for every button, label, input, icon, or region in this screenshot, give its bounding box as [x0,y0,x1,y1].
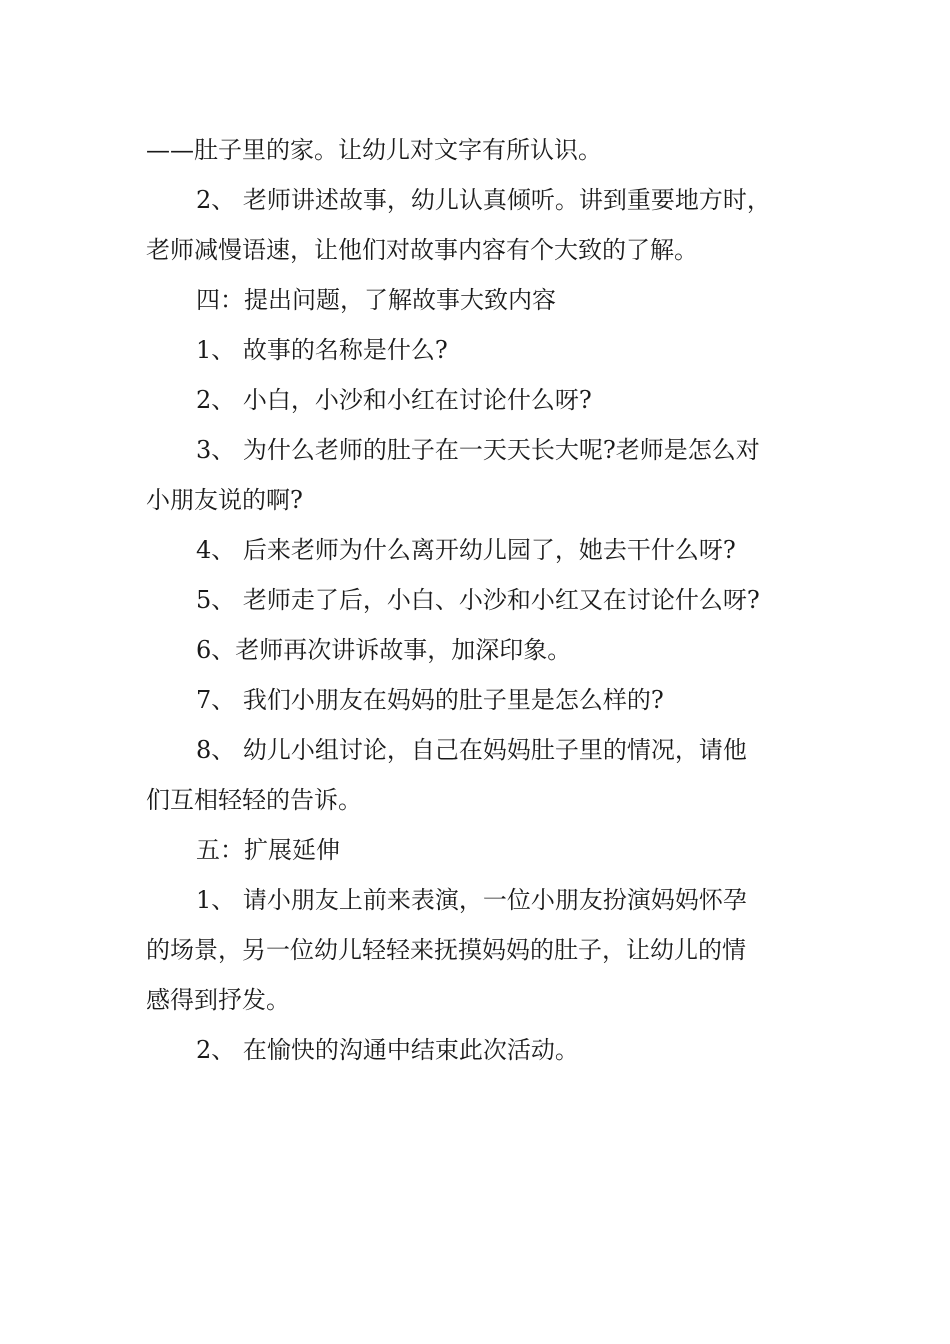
list-item: 8、 幼儿小组讨论，自己在妈妈肚子里的情况，请他 [196,736,747,764]
text-line: ——肚子里的家。让幼儿对文字有所认识。 [146,136,602,164]
list-item: 2、 在愉快的沟通中结束此次活动。 [196,1036,579,1064]
text-line: 们互相轻轻的告诉。 [146,786,362,814]
section-heading: 五：扩展延伸 [196,836,340,864]
list-item: 4、 后来老师为什么离开幼儿园了，她去干什么呀? [196,536,736,564]
section-heading: 四：提出问题，了解故事大致内容 [196,286,556,314]
text-line: 的场景，另一位幼儿轻轻来抚摸妈妈的肚子，让幼儿的情 [146,936,746,964]
list-item: 1、 故事的名称是什么? [196,336,448,364]
list-item: 5、 老师走了后，小白、小沙和小红又在讨论什么呀? [196,586,760,614]
text-line: 老师减慢语速，让他们对故事内容有个大致的了解。 [146,236,698,264]
text-line: 小朋友说的啊? [146,486,303,514]
list-item: 1、 请小朋友上前来表演，一位小朋友扮演妈妈怀孕 [196,886,747,914]
list-item: 7、 我们小朋友在妈妈的肚子里是怎么样的? [196,686,664,714]
list-item: 6、老师再次讲诉故事，加深印象。 [196,636,572,664]
list-item: 2、 小白，小沙和小红在讨论什么呀? [196,386,592,414]
text-line: 感得到抒发。 [146,986,290,1014]
list-item: 3、 为什么老师的肚子在一天天长大呢?老师是怎么对 [196,436,760,464]
text-line: 2、 老师讲述故事，幼儿认真倾听。讲到重要地方时， [196,186,771,214]
